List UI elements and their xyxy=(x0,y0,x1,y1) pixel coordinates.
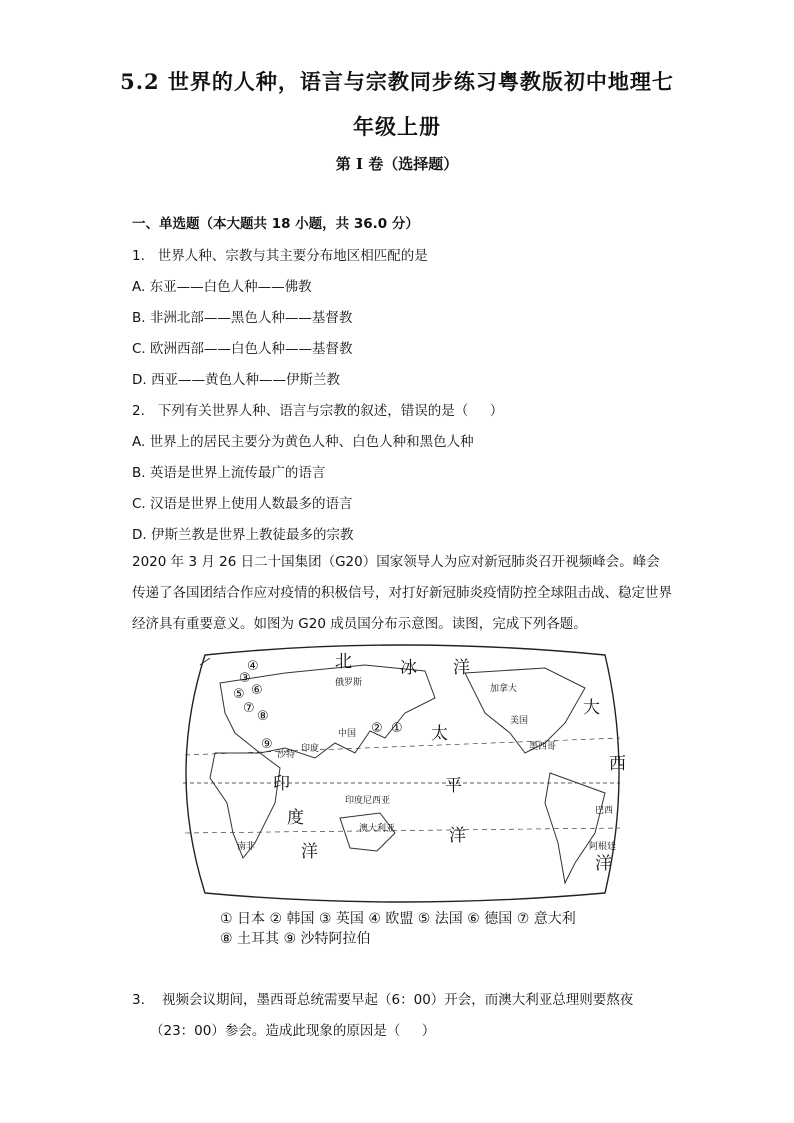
ocean-label: 度 xyxy=(287,808,304,828)
ocean-label: 大 xyxy=(583,698,600,718)
q2-option-a[interactable]: A. 世界上的居民主要分为黄色人种、白色人种和黑色人种 xyxy=(132,434,474,450)
q3-stem-line1: 3. 视频会议期间，墨西哥总统需要早起（6：00）开会，而澳大利亚总理则要熬夜 xyxy=(132,992,634,1008)
country-label: 俄罗斯 xyxy=(335,678,363,688)
q3-stem-line2: （23：00）参会。造成此现象的原因是（ ） xyxy=(150,1023,436,1039)
ocean-label: 洋 xyxy=(449,826,466,846)
volume-heading: 第 I 卷（选择题） xyxy=(335,155,459,173)
country-label: 中国 xyxy=(338,729,357,739)
passage-text: 2020 年 3 月 26 日二十国集团（G20）国家领导人为应对新冠肺炎召开视频峰会。峰会传递了各国团结合作应对疫情的积极信号，对打好新冠肺炎疫情防控全球阻击战、稳定世界经济具有重要意义。如图为 G20 成员国分布示意图。读图，完成下列各题。 xyxy=(132,554,672,632)
country-label: 墨西哥 xyxy=(529,742,557,752)
ocean-label: 西 xyxy=(609,754,626,774)
country-label: 印度 xyxy=(301,744,320,754)
q1-option-b[interactable]: B. 非洲北部——黑色人种——基督教 xyxy=(132,310,353,326)
q1-stem: 1. 世界人种、宗教与其主要分布地区相匹配的是 xyxy=(132,248,428,264)
marker: ⑧ xyxy=(257,709,269,724)
marker: ⑦ xyxy=(243,701,255,716)
map-legend-line2: ⑧ 土耳其 ⑨ 沙特阿拉伯 xyxy=(220,931,371,947)
marker: ⑤ xyxy=(233,687,245,702)
ocean-label: 洋 xyxy=(595,854,612,874)
marker: ③ xyxy=(239,671,251,686)
country-label: 巴西 xyxy=(595,806,614,816)
ocean-label: 北 xyxy=(335,652,352,672)
country-label: 加拿大 xyxy=(490,684,518,694)
country-label: 南非 xyxy=(237,842,256,852)
doc-title-line1: 5.2 世界的人种，语言与宗教同步练习粤教版初中地理七 xyxy=(120,69,674,94)
q2-option-c[interactable]: C. 汉语是世界上使用人数最多的语言 xyxy=(132,496,353,512)
marker: ⑥ xyxy=(251,683,263,698)
ocean-label: 洋 xyxy=(301,842,318,862)
doc-title-line2: 年级上册 xyxy=(353,114,441,139)
section-heading: 一、单选题（本大题共 18 小题，共 36.0 分） xyxy=(132,216,419,232)
country-label: 印度尼西亚 xyxy=(345,796,391,806)
q1-option-d[interactable]: D. 西亚——黄色人种——伊斯兰教 xyxy=(132,372,340,388)
q2-option-b[interactable]: B. 英语是世界上流传最广的语言 xyxy=(132,465,326,481)
q2-option-d[interactable]: D. 伊斯兰教是世界上教徒最多的宗教 xyxy=(132,527,354,543)
country-label: 澳大利亚 xyxy=(359,824,396,834)
ocean-label: 洋 xyxy=(453,658,470,678)
marker: ① xyxy=(391,721,403,736)
ocean-label: 太 xyxy=(431,724,448,744)
map-labels xyxy=(165,643,635,905)
q1-option-a[interactable]: A. 东亚——白色人种——佛教 xyxy=(132,279,312,295)
q2-stem: 2. 下列有关世界人种、语言与宗教的叙述，错误的是（ ） xyxy=(132,403,504,419)
marker: ④ xyxy=(247,659,259,674)
q1-option-c[interactable]: C. 欧洲西部——白色人种——基督教 xyxy=(132,341,353,357)
ocean-label: 平 xyxy=(445,776,462,796)
country-label: 美国 xyxy=(510,716,529,726)
ocean-label: 冰 xyxy=(400,658,417,678)
marker: ⑨ xyxy=(261,737,273,752)
country-label: 沙特 xyxy=(277,750,296,760)
marker: ② xyxy=(371,721,383,736)
map-legend-line1: ① 日本 ② 韩国 ③ 英国 ④ 欧盟 ⑤ 法国 ⑥ 德国 ⑦ 意大利 xyxy=(220,911,576,927)
country-label: 阿根廷 xyxy=(589,842,617,852)
ocean-label: 印 xyxy=(273,774,290,794)
